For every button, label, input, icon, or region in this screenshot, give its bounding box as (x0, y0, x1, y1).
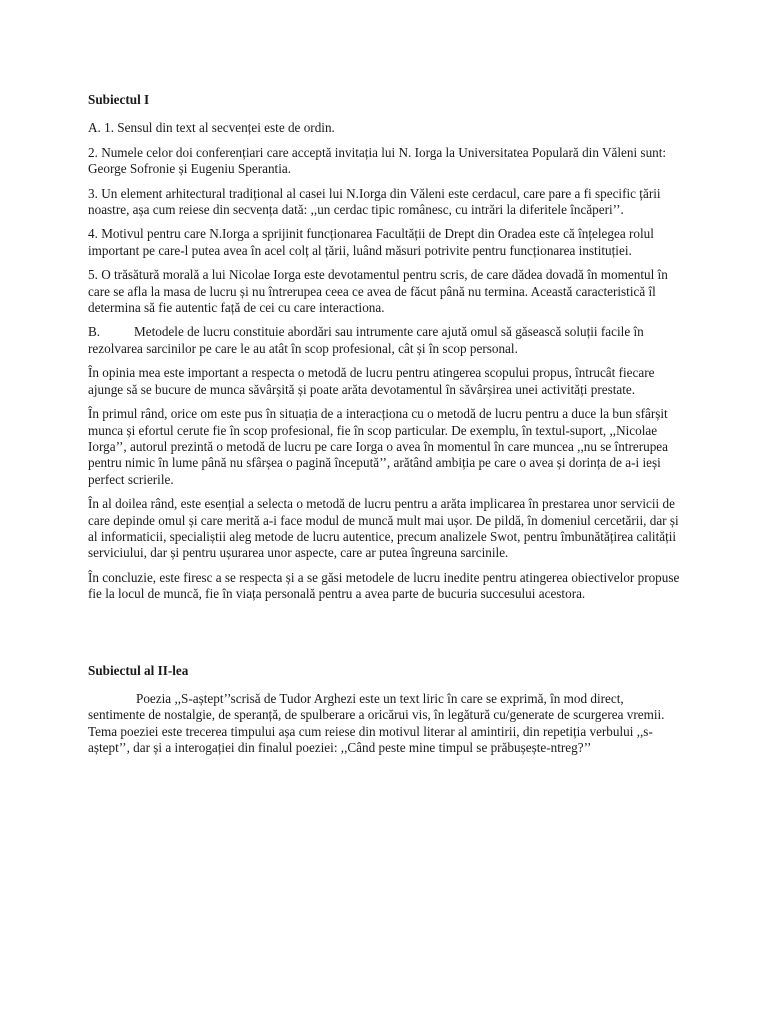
answer-2: 2. Numele celor doi conferențiari care acceptă invitația lui N. Iorga la Universitatea Populară din Văleni sunt: George Sofronie și Eugeniu Sperantia. (88, 144, 667, 177)
answer-a1: A. 1. Sensul din text al secvenței este de ordin. (88, 120, 335, 136)
answer-b-label: B. (88, 324, 101, 340)
section-heading-subiectul-1: Subiectul I (88, 92, 150, 107)
answer-5: 5. O trăsătură morală a lui Nicolae Iorga este devotamentul pentru scris, de care dădea dovadă în momentul în care se afla la masa de lucru și nu întrerupea ceea ce avea de făcut până nu termina. Această caracteristică îl determina să fie autentic față de cei cu care interactiona. (88, 267, 668, 316)
essay-paragraph-conclusion: În concluzie, este firesc a se respecta și a se găsi metodele de lucru inedite pentru atingerea obiectivelor propuse fie la locul de muncă, fie în viața personală pentru a avea parte de bucuria succesului acestora. (88, 569, 680, 602)
section-heading-subiectul-2: Subiectul al II-lea (88, 662, 189, 678)
document-page (88, 92, 680, 765)
essay-paragraph-first-argument: În primul rând, orice om este pus în situația de a interacționa cu o metodă de lucru pentru a duce la bun sfârșit munca și efortul cerute fie în scop profesional, fie în scop particular. De exemplu, în textul-suport, ,,Nicolae Iorga’’, autorul prezintă o metodă de lucru pe care Iorga o avea în momentul în care muncea ,,nu se întrerupea pentru nimic în lume până nu sfârșea o pagină începută’’, arătând ambiția pe care o avea și dorința de a-i ieși perfect scrierile. (88, 406, 668, 487)
section-gap (88, 611, 680, 663)
essay-paragraph-second-argument: În al doilea rând, este esențial a selecta o metodă de lucru pentru a arăta implicarea în prestarea unor servicii de care depinde omul și care merită a-i face modul de muncă mult mai ușor. De pildă, în domeniul cercetării, dar și al informaticii, specialiștii aleg metode de lucru autentice, precum analizele Swot, pentru îmbunătățirea calității serviciului, dar și pentru ușurarea unor aspecte, care ar putea îngreuna sarcinile. (88, 496, 679, 561)
answer-3: 3. Un element arhitectural tradițional al casei lui N.Iorga din Văleni este cerdacul, care pare a fi specific țării noastre, așa cum reiese din secvența dată: ,,un cerdac tipic românesc, cu intrări la diferitele încăperi’’. (88, 185, 661, 218)
essay-paragraph-opinion: În opinia mea este important a respecta o metodă de lucru pentru atingerea scopului propus, întrucât fiecare ajunge să se bucure de munca săvârșită și poate arăta devotamentul în săvârșirea unei activități prestate. (88, 365, 655, 397)
answer-b-text: Metodele de lucru constituie abordări sau intrumente care ajută omul să găsească soluții facile în rezolvarea sarcinilor pe care le au atât în scop profesional, cât și în scop personal. (88, 324, 644, 356)
poem-analysis-paragraph: Poezia ,,S-aștept’’scrisă de Tudor Arghezi este un text liric în care se exprimă, în mod direct, sentimente de nostalgie, de speranță, de spulberare a oricărui vis, în legătură cu/generate de scurgerea vremii. Tema poeziei este trecerea timpului așa cum reiese din motivul literar al amintirii, din repetiția verbului ,,s-aștept’’, dar și a interogației din finalul poeziei: ,,Când peste mine timpul se prăbușește-ntreg?’’ (88, 690, 665, 756)
answer-4: 4. Motivul pentru care N.Iorga a sprijinit funcționarea Facultății de Drept din Oradea este că înțelegea rolul important pe care-l putea avea în acel colț al țării, luând măsuri potrivite pentru funcționarea instituției. (88, 226, 654, 258)
answer-b (88, 324, 680, 357)
